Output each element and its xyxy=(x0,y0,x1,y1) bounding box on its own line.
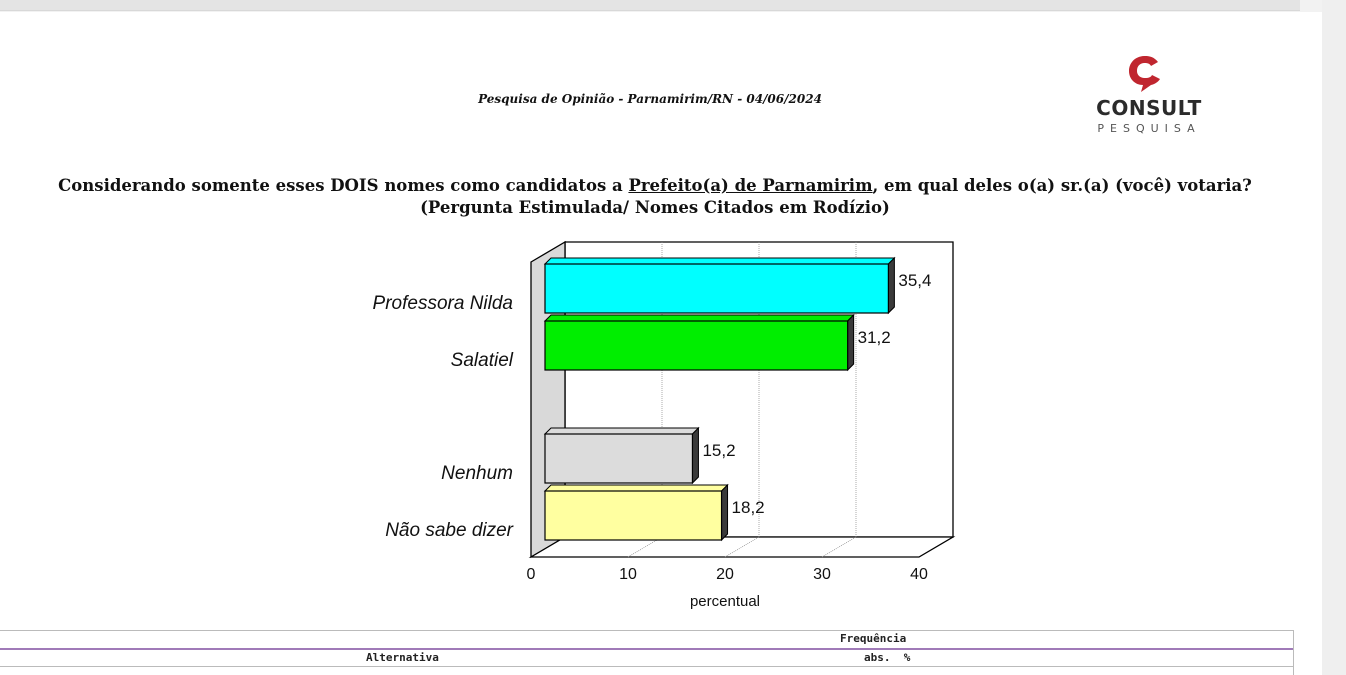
x-axis-title: percentual xyxy=(689,593,761,610)
table-alt-header: Alternativa xyxy=(366,651,439,664)
bar xyxy=(545,491,722,540)
bar-top-face xyxy=(545,315,854,321)
table-right-rule xyxy=(1293,630,1294,675)
table-freq-header: Frequência xyxy=(840,632,907,645)
bar-value-label: 18,2 xyxy=(731,498,765,517)
table-top-rule xyxy=(0,630,1294,631)
category-label: Não sabe dizer xyxy=(385,520,513,541)
x-tick-label: 40 xyxy=(910,566,928,583)
bar-value-label: 35,4 xyxy=(898,271,932,290)
bar-side-face xyxy=(722,485,728,540)
x-tick-label: 20 xyxy=(716,566,734,583)
category-label: Nenhum xyxy=(441,463,513,484)
frequency-table-header xyxy=(0,630,1294,675)
bar-top-face xyxy=(545,428,698,434)
table-bottom-rule xyxy=(0,666,1294,667)
survey-header: Pesquisa de Opinião - Parnamirim/RN - 04/06/2024 xyxy=(478,92,822,106)
x-tick-label: 0 xyxy=(526,566,536,583)
logo-subword: PESQUISA xyxy=(1097,122,1201,135)
question-part-1: Considerando somente esses DOIS nomes como candidatos a xyxy=(58,176,629,195)
bar xyxy=(545,434,692,483)
bar-top-face xyxy=(545,485,728,491)
question-line-2: (Pergunta Estimulada/ Nomes Citados em Rodízio) xyxy=(420,198,890,217)
bar-top-face xyxy=(545,258,894,264)
category-label: Salatiel xyxy=(450,350,513,371)
bar-side-face xyxy=(848,315,854,370)
table-abs-header: abs. % xyxy=(864,651,911,664)
bar xyxy=(545,264,888,313)
bar-value-label: 15,2 xyxy=(702,441,736,460)
question-part-2: , em qual deles o(a) sr.(a) (você) votaria? xyxy=(872,176,1252,195)
logo-word: CONSULT xyxy=(1096,96,1202,120)
bar-value-label: 31,2 xyxy=(857,328,891,347)
category-label: Professora Nilda xyxy=(372,293,513,314)
table-header-rule xyxy=(0,648,1294,650)
bar-side-face xyxy=(888,258,894,313)
bar-side-face xyxy=(692,428,698,483)
question-underlined: Prefeito(a) de Parnamirim xyxy=(628,176,873,195)
x-tick-label: 10 xyxy=(619,566,637,583)
x-tick-label: 30 xyxy=(813,566,831,583)
bar xyxy=(545,321,848,370)
